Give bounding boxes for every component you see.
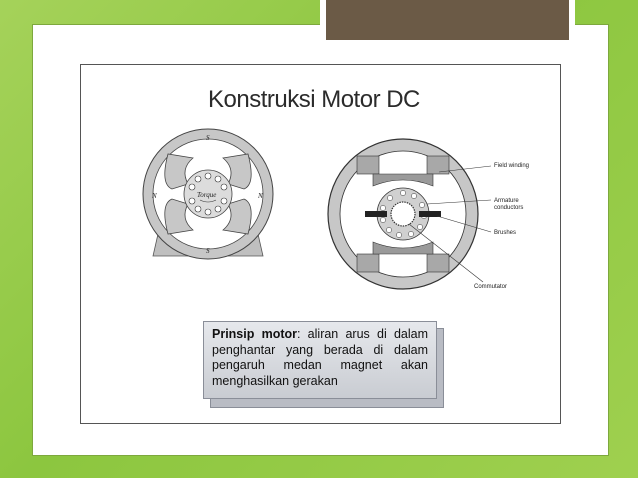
- brush-left: [365, 211, 387, 217]
- field-winding-bl: [357, 254, 379, 272]
- slide-title: Konstruksi Motor DC: [208, 86, 420, 113]
- armature-label-2: conductors: [494, 205, 524, 211]
- field-winding-br: [427, 254, 449, 272]
- field-winding-label: Field winding: [494, 163, 530, 169]
- pole-left-label: N: [152, 192, 157, 200]
- right-motor: [328, 139, 491, 289]
- callout-text: : aliran arus di dalam penghantar yang berada di dalam pengaruh medan magnet akan menghasilkan gerakan: [212, 327, 428, 388]
- left-motor: [143, 129, 273, 259]
- pole-bottom-label: S: [206, 247, 210, 255]
- armature-label-1: Armature: [494, 198, 519, 204]
- callout-bold: Prinsip motor: [212, 327, 297, 341]
- field-winding-tl: [357, 156, 379, 174]
- torque-label: Torque: [197, 191, 217, 199]
- principle-callout: [203, 321, 437, 399]
- commutator-label: Commutator: [474, 284, 508, 290]
- motor-diagram: [80, 64, 559, 314]
- pole-top-label: S: [206, 134, 210, 142]
- brushes-label: Brushes: [494, 230, 517, 236]
- commutator: [391, 202, 415, 226]
- title-bar-accent: [326, 0, 569, 40]
- pole-right-label: N: [258, 192, 263, 200]
